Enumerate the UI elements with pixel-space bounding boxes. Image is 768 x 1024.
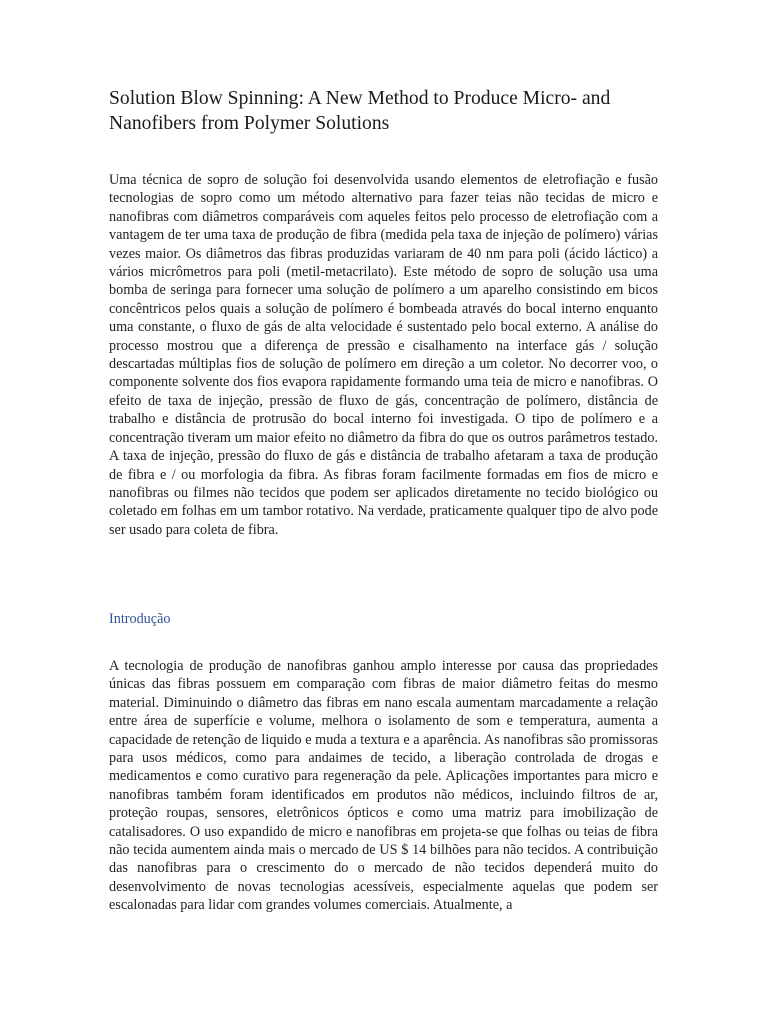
introduction-paragraph: A tecnologia de produção de nanofibras ganhou amplo interesse por causa das propriedades únicas das fibras possuem em comparação com fibras de maior diâmetro feitas do mesmo material. Diminuindo o diâmetro das fibras em nano escala aumentam marcadamente a relação entre área de superfície e volume, melhora o isolamento de som e temperatura, aumenta a capacidade de retenção de liquido e muda a textura e a aparência. As nanofibras são promissoras para usos médicos, como para andaimes de tecido, a liberação controlada de drogas e medicamentos e como curativo para regeneração da pele. Aplicações importantes para micro e nanofibras também foram identificados em produtos não médicos, incluindo filtros de ar, proteção roupas, sensores, eletrônicos ópticos e como uma matriz para imobilização de catalisadores. O uso expandido de micro e nanofibras em projeta-se que folhas ou teias de fibra não tecida aumentem ainda mais o mercado de US $ 14 bilhões para não tecidos. A contribuição das nanofibras para o crescimento do o mercado de não tecidos dependerá muito do desenvolvimento de novas tecnologias acessíveis, especialmente aquelas que podem ser escalonadas para lidar com grandes volumes comerciais. Atualmente, a <box>109 658 658 914</box>
document-title: Solution Blow Spinning: A New Method to Produce Micro- and Nanofibers from Polymer Solutions <box>109 88 611 134</box>
section-heading-introduction: Introdução <box>109 611 171 627</box>
abstract-paragraph: Uma técnica de sopro de solução foi desenvolvida usando elementos de eletrofiação e fusão tecnologias de sopro como um método alternativo para fazer teias não tecidas de micro e nanofibras com diâmetros comparáveis com aqueles feitos pelo processo de eletrofiação com a vantagem de ter uma taxa de produção de fibra (medida pela taxa de injeção de polímero) várias vezes maior. Os diâmetros das fibras produzidas variaram de 40 nm para poli (ácido láctico) a vários micrômetros para poli (metil-metacrilato). Este método de sopro de solução usa uma bomba de seringa para fornecer uma solução de polímero a um aparelho consistindo em bicos concêntricos pelos quais a solução de polímero é bombeada através do bocal interno enquanto uma constante, o fluxo de gás de alta velocidade é sustentado pelo bocal externo. A análise do processo mostrou que a diferença de pressão e cisalhamento na interface gás / solução descartadas múltiplas fios de solução de polímero em direção a um coletor. No decorrer voo, o componente solvente dos fios evapora rapidamente formando uma teia de micro e nanofibras. O efeito de taxa de injeção, pressão de fluxo de gás, concentração de polímero, distância de trabalho e distância de protrusão do bocal interno foi investigada. O tipo de polímero e a concentração tiveram um maior efeito no diâmetro da fibra do que os outros parâmetros testado. A taxa de injeção, pressão do fluxo de gás e distância de trabalho afetaram a taxa de produção de fibra e / ou morfologia da fibra. As fibras foram facilmente formadas em fios de micro e nanofibras ou filmes não tecidos que podem ser aplicados diretamente no tecido biológico ou coletado em folhas em um tambor rotativo. Na verdade, praticamente qualquer tipo de alvo pode ser usado para coleta de fibra. <box>109 172 658 538</box>
